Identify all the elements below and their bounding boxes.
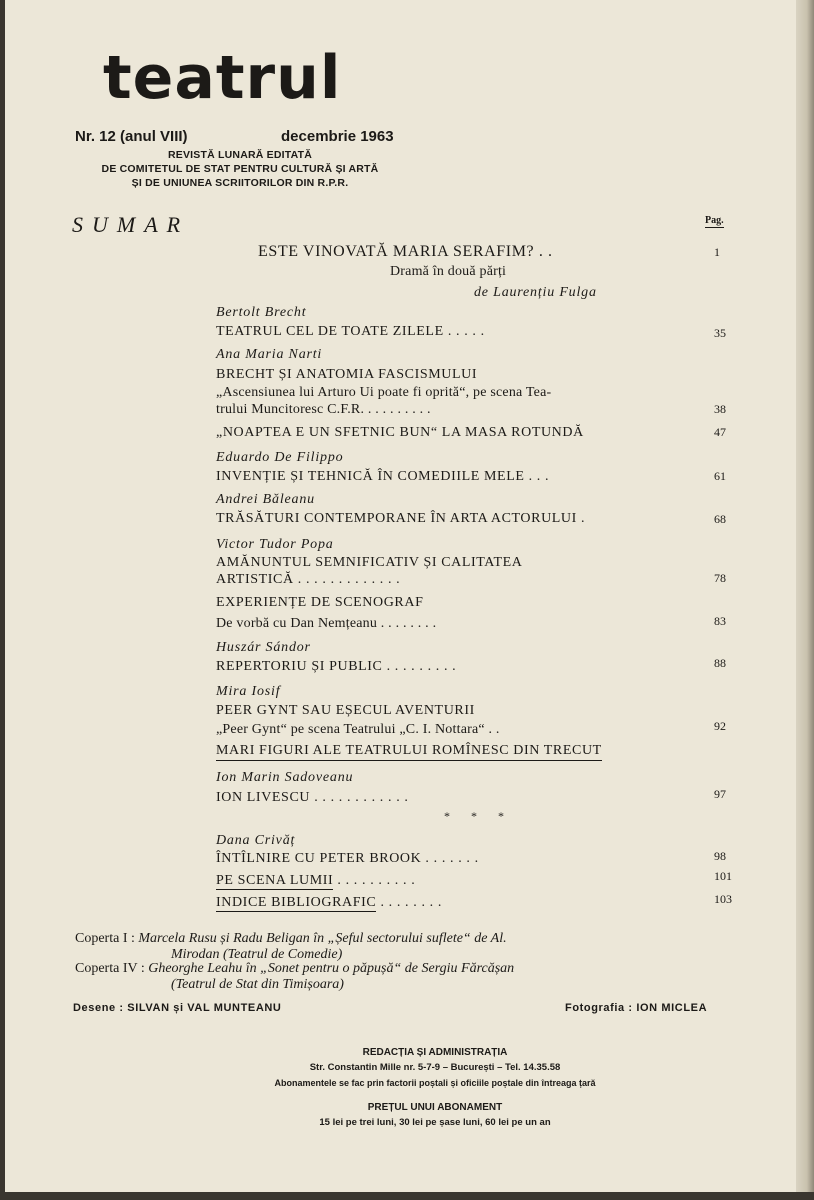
- toc-page: 68: [714, 512, 726, 526]
- cover-description: Gheorghe Leahu în „Sonet pentru o păpușă“ de Sergiu Fărcășan: [148, 961, 515, 976]
- toc-title: AMĂNUNTUL SEMNIFICATIV ȘI CALITATEA: [216, 555, 523, 570]
- toc-page: 83: [714, 614, 726, 628]
- page-edge-right: [796, 0, 814, 1200]
- toc-author: Andrei Băleanu: [216, 492, 315, 507]
- masthead-title: teatrul: [103, 43, 342, 113]
- toc-title: ÎNTÎLNIRE CU PETER BROOK . . . . . . .: [216, 851, 479, 866]
- toc-row: [216, 873, 415, 889]
- drawings-credit: Desene : SILVAN și VAL MUNTEANU: [73, 1002, 282, 1014]
- toc-page: 61: [714, 469, 726, 483]
- toc-page: 97: [714, 787, 726, 801]
- toc-page: 88: [714, 656, 726, 670]
- footer-address: Str. Constantin Mille nr. 5-7-9 – București – Tel. 14.35.58: [309, 1062, 561, 1073]
- toc-title: ESTE VINOVATĂ MARIA SERAFIM? . .: [258, 243, 553, 260]
- cover-description: (Teatrul de Stat din Timișoara): [171, 977, 344, 992]
- toc-title: TEATRUL CEL DE TOATE ZILELE . . . . .: [216, 324, 485, 339]
- toc-page: 1: [714, 245, 720, 259]
- toc-page: 47: [714, 425, 726, 439]
- toc-author: Ana Maria Narti: [216, 347, 323, 362]
- toc-title: „NOAPTEA E UN SFETNIC BUN“ LA MASA ROTUNDĂ: [216, 425, 584, 440]
- toc-leader-dots: . . . . . . . .: [380, 895, 442, 910]
- toc-page: 101: [714, 869, 732, 883]
- cover-description: Mirodan (Teatrul de Comedie): [171, 947, 343, 962]
- toc-page: 98: [714, 849, 726, 863]
- cover-credit-back: [75, 961, 514, 977]
- toc-subtitle: „Ascensiunea lui Arturo Ui poate fi oprită“, pe scena Tea-: [216, 385, 552, 400]
- page-edge-left: [0, 0, 5, 1200]
- footer-office: REDACȚIA ȘI ADMINISTRAȚIA: [362, 1047, 508, 1058]
- toc-title: INVENȚIE ȘI TEHNICĂ ÎN COMEDIILE MELE . . .: [216, 469, 550, 484]
- photo-credit: Fotografia : ION MICLEA: [565, 1002, 708, 1014]
- publisher-line-2: DE COMITETUL DE STAT PENTRU CULTURĂ ȘI ARTĂ: [101, 163, 379, 175]
- publisher-line-3: ȘI DE UNIUNEA SCRIITORILOR DIN R.P.R.: [131, 177, 349, 189]
- publisher-line-1: REVISTĂ LUNARĂ EDITATĂ: [167, 149, 312, 161]
- section-separator: * * *: [444, 809, 513, 823]
- toc-title: REPERTORIU ȘI PUBLIC . . . . . . . . .: [216, 659, 457, 674]
- cover-credit-front: [75, 931, 507, 947]
- toc-author: Victor Tudor Popa: [216, 537, 334, 552]
- toc-title: BRECHT ȘI ANATOMIA FASCISMULUI: [216, 367, 478, 382]
- contents-heading: SUMAR: [72, 212, 190, 237]
- issue-number: Nr. 12 (anul VIII): [75, 128, 188, 145]
- issue-date: decembrie 1963: [281, 128, 394, 145]
- toc-subtitle: Dramă în două părți: [390, 264, 507, 279]
- footer-price-heading: PREȚUL UNUI ABONAMENT: [367, 1102, 503, 1113]
- toc-subtitle: „Peer Gynt“ pe scena Teatrului „C. I. Nottara“ . .: [216, 722, 500, 737]
- toc-title: EXPERIENȚE DE SCENOGRAF: [216, 595, 424, 610]
- toc-title: INDICE BIBLIOGRAFIC: [216, 895, 377, 910]
- toc-leader-dots: . . . . . . . . . .: [337, 873, 416, 888]
- toc-author: Eduardo De Filippo: [216, 450, 344, 465]
- cover-label: Coperta I :: [75, 931, 135, 946]
- page-column-heading: Pag.: [705, 215, 724, 226]
- toc-section-title: MARI FIGURI ALE TEATRULUI ROMÎNESC DIN TRECUT: [216, 743, 602, 761]
- cover-description: Marcela Rusu și Radu Beligan în „Șeful sectorului suflete“ de Al.: [138, 931, 507, 946]
- cover-credit-back-cont: [171, 977, 344, 993]
- toc-author: Mira Iosif: [216, 684, 281, 699]
- issue-line: [75, 128, 394, 145]
- toc-page: 103: [714, 892, 732, 906]
- toc-author: de Laurențiu Fulga: [474, 285, 597, 300]
- toc-row: [216, 895, 442, 911]
- cover-label: Coperta IV :: [75, 961, 145, 976]
- toc-author: Huszár Sándor: [216, 640, 311, 655]
- toc-title: ARTISTICĂ . . . . . . . . . . . . .: [216, 572, 401, 587]
- toc-subtitle: De vorbă cu Dan Nemțeanu . . . . . . . .: [216, 616, 437, 631]
- toc-title: PEER GYNT SAU EȘECUL AVENTURII: [216, 703, 475, 718]
- page-edge-bottom: [0, 1192, 814, 1200]
- toc-title: ION LIVESCU . . . . . . . . . . . .: [216, 790, 409, 805]
- toc-page: 35: [714, 326, 726, 340]
- footer-subscriptions: Abonamentele se fac prin factorii poștali și oficiile poștale din întreaga țară: [274, 1078, 596, 1088]
- toc-title: TRĂSĂTURI CONTEMPORANE ÎN ARTA ACTORULUI .: [216, 511, 586, 526]
- toc-page: 38: [714, 402, 726, 416]
- footer-prices: 15 lei pe trei luni, 30 lei pe șase luni, 60 lei pe un an: [319, 1117, 551, 1128]
- toc-author: Bertolt Brecht: [216, 305, 307, 320]
- toc-subtitle: trului Muncitoresc C.F.R. . . . . . . . . .: [216, 402, 431, 417]
- toc-page: 78: [714, 571, 726, 585]
- toc-title: PE SCENA LUMII: [216, 873, 334, 888]
- toc-author: Dana Crivăț: [216, 833, 296, 848]
- toc-author: Ion Marin Sadoveanu: [216, 770, 354, 785]
- toc-page: 92: [714, 719, 726, 733]
